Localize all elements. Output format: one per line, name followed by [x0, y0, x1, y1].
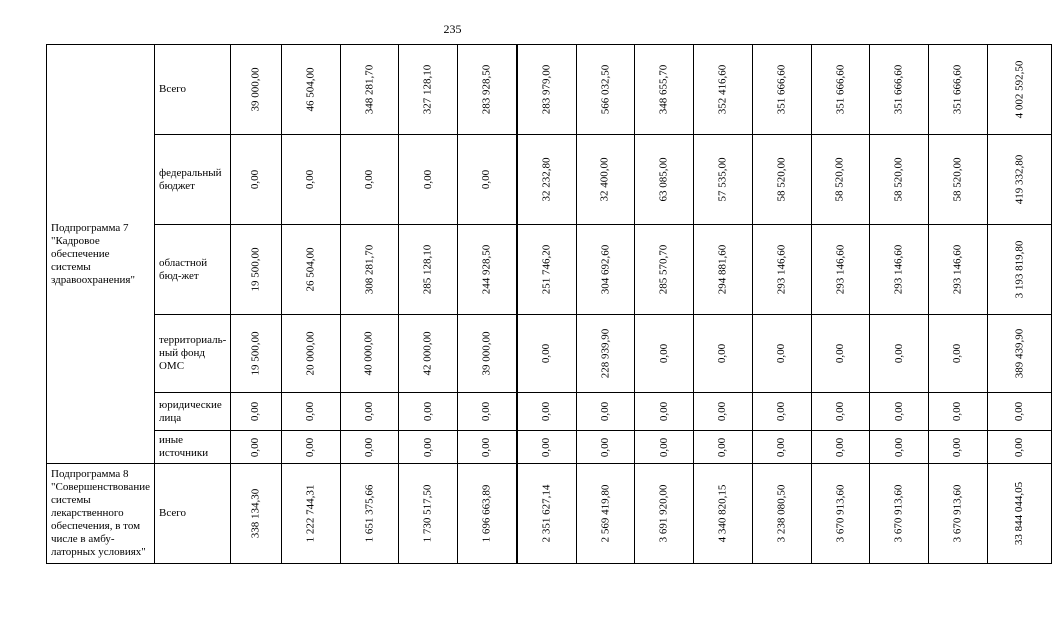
value-text: 32 232,80	[540, 157, 553, 202]
value-cell	[231, 431, 282, 464]
value-text: 0,00	[304, 437, 317, 457]
value-cell	[340, 464, 399, 564]
value-cell	[752, 315, 811, 393]
value-cell	[340, 431, 399, 464]
value-cell	[635, 431, 694, 464]
value-cell	[635, 45, 694, 135]
value-cell	[929, 135, 988, 225]
value-cell	[870, 393, 929, 431]
value-cell	[694, 464, 753, 564]
value-cell	[340, 225, 399, 315]
value-text: 3 670 913,60	[892, 484, 905, 543]
table-row	[47, 464, 1052, 564]
value-cell	[811, 135, 870, 225]
value-text: 32 400,00	[598, 157, 611, 202]
value-text: 33 844 044,05	[1012, 481, 1025, 546]
value-text: 42 000,00	[421, 331, 434, 376]
table-row	[47, 431, 1052, 464]
value-cell	[576, 431, 635, 464]
value-text: 0,00	[716, 401, 729, 422]
value-text: 0,00	[716, 437, 729, 457]
value-text: 285 128,10	[421, 244, 434, 295]
value-cell	[929, 464, 988, 564]
value-text: 57 535,00	[716, 157, 729, 202]
value-cell	[340, 135, 399, 225]
value-cell	[576, 393, 635, 431]
value-cell	[281, 393, 340, 431]
value-text: 348 655,70	[657, 64, 670, 115]
value-cell	[752, 135, 811, 225]
value-cell	[694, 393, 753, 431]
budget-table	[46, 44, 1052, 564]
value-text: 283 928,50	[480, 64, 493, 115]
value-cell	[281, 225, 340, 315]
value-text: 389 439,90	[1012, 328, 1025, 379]
value-cell	[458, 225, 517, 315]
value-cell	[811, 393, 870, 431]
table-row	[47, 45, 1052, 135]
value-cell	[752, 464, 811, 564]
value-text: 63 085,00	[657, 157, 670, 202]
value-cell	[694, 225, 753, 315]
value-cell	[929, 393, 988, 431]
value-text: 3 193 819,80	[1012, 240, 1025, 299]
value-cell	[231, 45, 282, 135]
value-text: 4 002 592,50	[1012, 60, 1025, 119]
value-cell	[340, 315, 399, 393]
value-cell	[281, 464, 340, 564]
value-cell	[458, 393, 517, 431]
value-cell	[929, 225, 988, 315]
value-text: 0,00	[598, 401, 611, 422]
value-cell	[517, 464, 576, 564]
value-cell	[811, 315, 870, 393]
value-cell	[576, 464, 635, 564]
value-text: 0,00	[362, 437, 375, 457]
value-text: 2 569 419,80	[598, 484, 611, 543]
value-text: 39 000,00	[480, 331, 493, 376]
value-text: 3 238 080,50	[775, 484, 788, 543]
subprogram-name: Подпрограмма 7 "Кадровое обеспечение системы здравоохранения"	[47, 45, 155, 464]
value-text: 244 928,50	[480, 244, 493, 295]
value-text: 293 146,60	[951, 244, 964, 295]
value-text: 0,00	[775, 437, 788, 457]
table-row	[47, 135, 1052, 225]
value-cell	[870, 135, 929, 225]
value-cell	[870, 315, 929, 393]
funding-source: областной бюд-жет	[154, 225, 230, 315]
value-text: 58 520,00	[775, 157, 788, 202]
value-text: 283 979,00	[540, 64, 553, 115]
value-cell	[399, 45, 458, 135]
value-cell	[752, 45, 811, 135]
value-text: 0,00	[951, 401, 964, 422]
value-text: 0,00	[362, 401, 375, 422]
value-text: 0,00	[1012, 401, 1025, 422]
value-text: 19 500,00	[249, 247, 262, 292]
value-cell	[987, 431, 1051, 464]
value-text: 0,00	[892, 343, 905, 364]
value-cell	[340, 393, 399, 431]
value-cell	[929, 315, 988, 393]
value-text: 304 692,60	[598, 244, 611, 295]
value-text: 327 128,10	[421, 64, 434, 115]
value-cell	[458, 315, 517, 393]
value-cell	[458, 135, 517, 225]
value-cell	[929, 45, 988, 135]
value-text: 0,00	[249, 169, 262, 190]
value-text: 1 696 663,89	[480, 484, 493, 543]
value-cell	[281, 431, 340, 464]
value-text: 0,00	[833, 401, 846, 422]
value-text: 1 222 744,31	[304, 484, 317, 543]
value-cell	[340, 45, 399, 135]
value-text: 0,00	[421, 401, 434, 422]
funding-source: юридические лица	[154, 393, 230, 431]
value-text: 0,00	[833, 343, 846, 364]
value-text: 1 651 375,66	[362, 484, 375, 543]
value-cell	[752, 393, 811, 431]
value-text: 4 340 820,15	[716, 484, 729, 543]
value-text: 19 500,00	[249, 331, 262, 376]
value-cell	[281, 45, 340, 135]
value-text: 40 000,00	[362, 331, 375, 376]
value-cell	[987, 45, 1051, 135]
value-text: 0,00	[421, 169, 434, 190]
value-cell	[231, 393, 282, 431]
value-cell	[399, 225, 458, 315]
value-text: 0,00	[249, 401, 262, 422]
funding-source: Всего	[154, 464, 230, 564]
value-cell	[231, 225, 282, 315]
value-text: 351 666,60	[833, 64, 846, 115]
value-text: 251 746,20	[540, 244, 553, 295]
value-cell	[870, 225, 929, 315]
value-text: 293 146,60	[833, 244, 846, 295]
table-row	[47, 393, 1052, 431]
value-text: 0,00	[951, 343, 964, 364]
value-text: 348 281,70	[362, 64, 375, 115]
table-row	[47, 225, 1052, 315]
value-text: 0,00	[1012, 437, 1025, 457]
value-cell	[231, 135, 282, 225]
value-cell	[987, 393, 1051, 431]
value-text: 351 666,60	[775, 64, 788, 115]
value-text: 0,00	[657, 401, 670, 422]
value-text: 308 281,70	[362, 244, 375, 295]
value-cell	[987, 315, 1051, 393]
value-text: 0,00	[951, 437, 964, 457]
value-text: 0,00	[362, 169, 375, 190]
value-text: 0,00	[480, 437, 493, 457]
value-text: 352 416,60	[716, 64, 729, 115]
value-cell	[517, 45, 576, 135]
value-text: 338 134,30	[249, 488, 262, 539]
table-row	[47, 315, 1052, 393]
value-text: 0,00	[540, 343, 553, 364]
value-text: 0,00	[304, 401, 317, 422]
value-text: 3 670 913,60	[833, 484, 846, 543]
value-text: 419 332,80	[1012, 154, 1025, 205]
value-text: 0,00	[833, 437, 846, 457]
value-text: 0,00	[540, 401, 553, 422]
subprogram-name: Подпрограмма 8 "Совершенствование системы лекарственного обеспечения, в том числе в амбу-латорных условиях"	[47, 464, 155, 564]
value-cell	[752, 225, 811, 315]
value-cell	[987, 135, 1051, 225]
value-text: 351 666,60	[892, 64, 905, 115]
value-text: 39 000,00	[249, 67, 262, 112]
value-cell	[576, 45, 635, 135]
value-text: 0,00	[892, 437, 905, 457]
value-text: 228 939,90	[598, 328, 611, 379]
value-text: 0,00	[480, 401, 493, 422]
value-text: 293 146,60	[775, 244, 788, 295]
value-text: 0,00	[657, 437, 670, 457]
value-text: 0,00	[480, 169, 493, 190]
value-cell	[929, 431, 988, 464]
value-text: 46 504,00	[304, 67, 317, 112]
value-text: 0,00	[249, 437, 262, 457]
value-cell	[281, 135, 340, 225]
value-text: 2 351 627,14	[540, 484, 553, 543]
value-text: 3 691 920,00	[657, 484, 670, 543]
value-text: 26 504,00	[304, 247, 317, 292]
page-number: 235	[443, 22, 462, 36]
value-cell	[870, 464, 929, 564]
value-cell	[811, 225, 870, 315]
value-text: 0,00	[421, 437, 434, 457]
value-text: 566 032,50	[598, 64, 611, 115]
value-cell	[399, 464, 458, 564]
value-text: 0,00	[657, 343, 670, 364]
value-cell	[517, 431, 576, 464]
value-text: 58 520,00	[892, 157, 905, 202]
value-cell	[635, 135, 694, 225]
value-text: 0,00	[775, 343, 788, 364]
value-cell	[576, 135, 635, 225]
value-cell	[458, 431, 517, 464]
value-cell	[635, 393, 694, 431]
value-text: 0,00	[775, 401, 788, 422]
value-text: 0,00	[892, 401, 905, 422]
value-cell	[576, 315, 635, 393]
value-text: 285 570,70	[657, 244, 670, 295]
value-cell	[517, 393, 576, 431]
value-cell	[811, 464, 870, 564]
value-text: 58 520,00	[951, 157, 964, 202]
value-cell	[635, 464, 694, 564]
value-cell	[635, 315, 694, 393]
value-cell	[231, 464, 282, 564]
value-cell	[987, 225, 1051, 315]
funding-source: федеральный бюджет	[154, 135, 230, 225]
funding-source: территориаль-ный фонд ОМС	[154, 315, 230, 393]
value-text: 0,00	[716, 343, 729, 364]
value-cell	[517, 315, 576, 393]
value-cell	[399, 135, 458, 225]
value-cell	[870, 431, 929, 464]
value-cell	[811, 45, 870, 135]
value-text: 58 520,00	[833, 157, 846, 202]
value-cell	[517, 135, 576, 225]
value-cell	[694, 135, 753, 225]
value-text: 294 881,60	[716, 244, 729, 295]
value-text: 0,00	[540, 437, 553, 457]
value-cell	[811, 431, 870, 464]
funding-source: иные источники	[154, 431, 230, 464]
value-cell	[231, 315, 282, 393]
value-cell	[635, 225, 694, 315]
value-cell	[399, 431, 458, 464]
value-cell	[694, 315, 753, 393]
value-cell	[576, 225, 635, 315]
value-cell	[399, 393, 458, 431]
value-cell	[399, 315, 458, 393]
value-text: 293 146,60	[892, 244, 905, 295]
value-cell	[987, 464, 1051, 564]
value-text: 1 730 517,50	[421, 484, 434, 543]
value-cell	[281, 315, 340, 393]
value-cell	[517, 225, 576, 315]
value-cell	[458, 464, 517, 564]
value-cell	[870, 45, 929, 135]
value-text: 0,00	[598, 437, 611, 457]
value-text: 351 666,60	[951, 64, 964, 115]
value-cell	[694, 431, 753, 464]
value-cell	[694, 45, 753, 135]
value-cell	[752, 431, 811, 464]
value-cell	[458, 45, 517, 135]
value-text: 3 670 913,60	[951, 484, 964, 543]
funding-source: Всего	[154, 45, 230, 135]
value-text: 20 000,00	[304, 331, 317, 376]
value-text: 0,00	[304, 169, 317, 190]
